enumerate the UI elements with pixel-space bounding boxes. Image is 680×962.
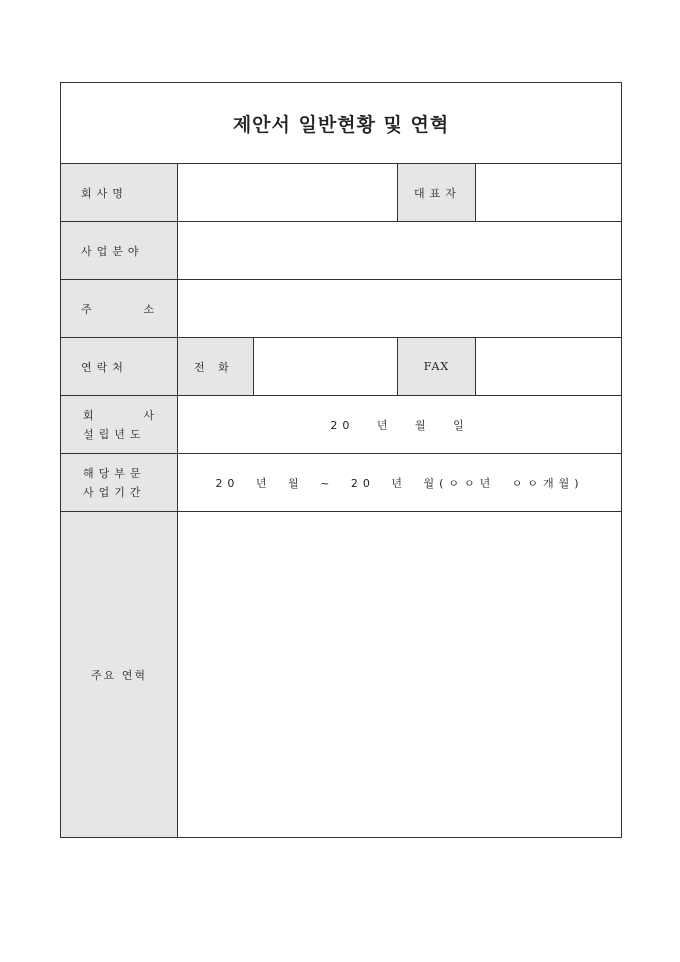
fax-field[interactable]	[476, 338, 622, 396]
address-field[interactable]	[178, 280, 622, 338]
founding-year-field[interactable]: 20 년 월 일	[178, 396, 622, 454]
business-period-field[interactable]: 20 년 월 ~ 20 년 월(ㅇㅇ년 ㅇㅇ개월)	[178, 454, 622, 512]
history-label: 주요 연혁	[61, 512, 178, 838]
address-label: 주 소	[61, 280, 178, 338]
phone-label: 전 화	[178, 338, 254, 396]
business-period-label	[61, 454, 178, 512]
ceo-field[interactable]	[476, 164, 622, 222]
founding-label-line1: 회 사	[83, 408, 159, 422]
proposal-form-table	[60, 82, 622, 838]
business-field-label: 사업분야	[61, 222, 178, 280]
fax-label: FAX	[398, 338, 476, 396]
business-field-field[interactable]	[178, 222, 622, 280]
contact-label: 연락처	[61, 338, 178, 396]
history-field[interactable]	[178, 512, 622, 838]
company-name-field[interactable]	[178, 164, 398, 222]
period-label-line1: 해당부문	[83, 466, 146, 480]
ceo-label: 대표자	[398, 164, 476, 222]
form-title: 제안서 일반현황 및 연혁	[61, 83, 622, 164]
founding-year-label	[61, 396, 178, 454]
founding-label-line2: 설립년도	[83, 427, 146, 441]
period-label-line2: 사업기간	[83, 485, 146, 499]
company-name-label: 회사명	[61, 164, 178, 222]
phone-field[interactable]	[254, 338, 398, 396]
